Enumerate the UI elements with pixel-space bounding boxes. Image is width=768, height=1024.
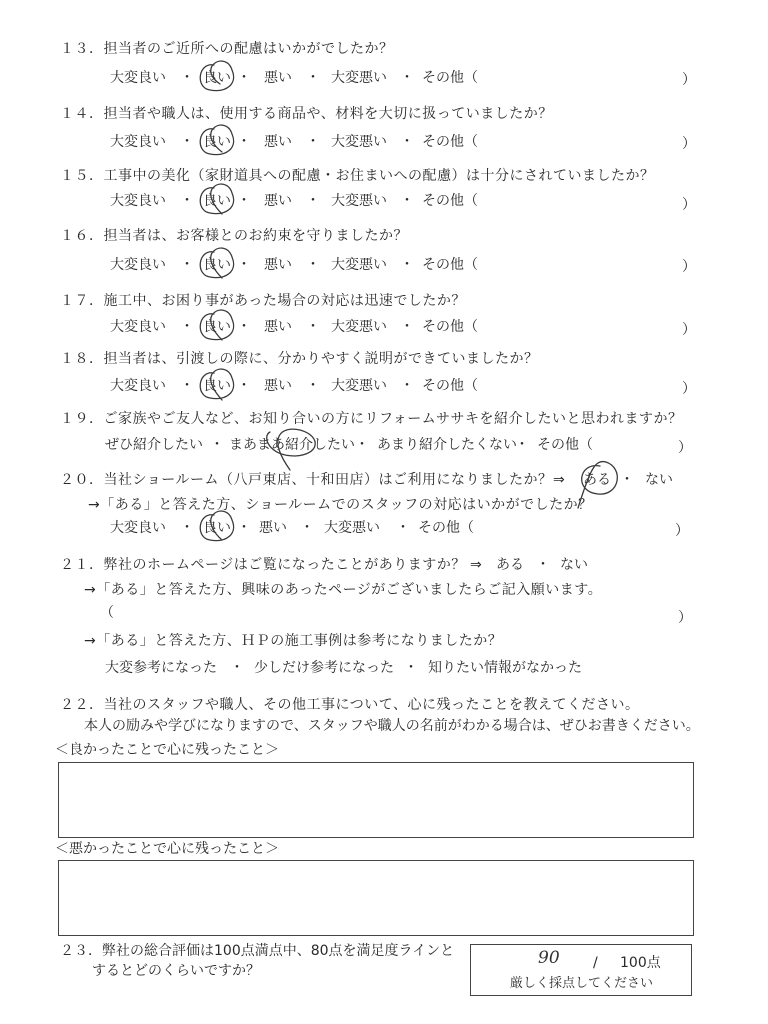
q18-opt-very-good[interactable]: 大変良い xyxy=(110,378,166,394)
q20-opt-yes[interactable]: ある xyxy=(583,472,611,488)
q19-sep: ・ xyxy=(515,437,529,453)
q17-opt-other[interactable]: その他（ xyxy=(422,319,478,335)
q14-close-paren: ） xyxy=(682,136,696,152)
q15-opt-other[interactable]: その他（ xyxy=(422,193,478,209)
q21-opt-no-info[interactable]: 知りたい情報がなかった xyxy=(428,660,582,676)
q15-sep: ・ xyxy=(400,193,414,209)
q20-followup: →「ある」と答えた方、ショールームでのスタッフの対応はいかがでしたか？ xyxy=(88,497,593,513)
q19-question: １９．ご家族やご友人など、お知り合いの方にリフォームササキを紹介したいと思われますか？ xyxy=(60,411,683,427)
q18-sep: ・ xyxy=(237,378,251,394)
q23-note: 厳しく採点してください xyxy=(510,976,654,991)
q21-opt-slightly-helpful[interactable]: 少しだけ参考になった xyxy=(254,660,394,676)
q13-opt-very-good[interactable]: 大変良い xyxy=(110,70,166,86)
q14-opt-very-good[interactable]: 大変良い xyxy=(110,134,166,150)
q14-question: １４．担当者や職人は、使用する商品や、材料を大切に扱っていましたか？ xyxy=(60,106,553,122)
q20-close-paren: ） xyxy=(675,523,689,539)
q18-opt-bad[interactable]: 悪い xyxy=(264,378,292,394)
q22-instruction: 本人の励みや学びになりますので、スタッフや職人の名前がわかる場合は、ぜひお書きください。 xyxy=(84,718,700,734)
q16-opt-good[interactable]: 良い xyxy=(203,257,231,273)
q17-sep: ・ xyxy=(180,319,194,335)
q14-opt-bad[interactable]: 悪い xyxy=(264,134,292,150)
q20-sep: ・ xyxy=(620,472,634,488)
q14-sep: ・ xyxy=(180,134,194,150)
q13-sep: ・ xyxy=(400,70,414,86)
q14-sep: ・ xyxy=(306,134,320,150)
q18-opt-very-bad[interactable]: 大変悪い xyxy=(331,378,387,394)
q19-opt-not-much[interactable]: あまり紹介したくない xyxy=(377,437,517,453)
q15-close-paren: ） xyxy=(682,197,696,213)
q18-close-paren: ） xyxy=(682,381,696,397)
q23-slash: / xyxy=(593,955,598,971)
q19-opt-somewhat[interactable]: まあまあ紹介したい xyxy=(229,437,355,453)
q21-open-paren: （ xyxy=(100,605,114,621)
q21-close-paren: ） xyxy=(678,610,692,626)
q15-opt-good[interactable]: 良い xyxy=(203,193,231,209)
q21-sep: ・ xyxy=(404,660,418,676)
q18-question: １８．担当者は、引渡しの際に、分かりやすく説明ができていましたか？ xyxy=(60,351,539,367)
q13-sep: ・ xyxy=(180,70,194,86)
q19-close-paren: ） xyxy=(678,440,692,456)
q20-sep: ・ xyxy=(180,520,194,536)
q13-close-paren: ） xyxy=(682,72,696,88)
q20-opt-very-good[interactable]: 大変良い xyxy=(110,520,166,536)
q13-question: １３．担当者のご近所への配慮はいかがでしたか？ xyxy=(60,41,394,57)
q22-good-textbox[interactable] xyxy=(58,762,694,838)
q16-sep: ・ xyxy=(306,257,320,273)
q16-opt-very-bad[interactable]: 大変悪い xyxy=(331,257,387,273)
q21-page-input[interactable] xyxy=(118,604,668,624)
q18-opt-other[interactable]: その他（ xyxy=(422,378,478,394)
q17-close-paren: ） xyxy=(682,322,696,338)
q15-sep: ・ xyxy=(306,193,320,209)
q17-sep: ・ xyxy=(400,319,414,335)
q13-opt-good[interactable]: 良い xyxy=(203,70,231,86)
q14-opt-very-bad[interactable]: 大変悪い xyxy=(331,134,387,150)
q23-question-line2: するとどのくらいですか？ xyxy=(92,963,260,979)
q16-opt-other[interactable]: その他（ xyxy=(422,257,478,273)
q17-opt-very-good[interactable]: 大変良い xyxy=(110,319,166,335)
q14-sep: ・ xyxy=(400,134,414,150)
q21-sep: ・ xyxy=(536,557,550,573)
q21-arrow: ⇒ xyxy=(470,557,482,573)
q17-question: １７．施工中、お困り事があった場合の対応は迅速でしたか？ xyxy=(60,293,466,309)
q19-opt-other[interactable]: その他（ xyxy=(537,437,593,453)
q20-opt-other[interactable]: その他（ xyxy=(418,520,474,536)
q20-sep: ・ xyxy=(396,520,410,536)
q13-opt-bad[interactable]: 悪い xyxy=(264,70,292,86)
q20-opt-good[interactable]: 良い xyxy=(203,520,231,536)
q22-bad-label: ＜悪かったことで心に残ったこと＞ xyxy=(55,841,279,857)
q23-handwritten-score: 90 xyxy=(538,948,560,968)
q16-question: １６．担当者は、お客様とのお約束を守りましたか？ xyxy=(60,228,408,244)
q23-max-score: 100点 xyxy=(620,955,661,971)
q19-sep: ・ xyxy=(355,437,369,453)
q21-opt-no[interactable]: ない xyxy=(560,557,588,573)
q20-opt-no[interactable]: ない xyxy=(645,472,673,488)
q17-opt-very-bad[interactable]: 大変悪い xyxy=(331,319,387,335)
q18-sep: ・ xyxy=(180,378,194,394)
q23-question-line1: ２３．弊社の総合評価は100点満点中、80点を満足度ラインと xyxy=(60,943,455,959)
q15-question: １５．工事中の美化（家財道具への配慮・お住まいへの配慮）は十分にされていましたか？ xyxy=(60,168,655,184)
q13-opt-very-bad[interactable]: 大変悪い xyxy=(331,70,387,86)
q14-opt-good[interactable]: 良い xyxy=(203,134,231,150)
q16-close-paren: ） xyxy=(682,259,696,275)
q20-opt-very-bad[interactable]: 大変悪い xyxy=(324,520,380,536)
q16-opt-very-good[interactable]: 大変良い xyxy=(110,257,166,273)
q18-sep: ・ xyxy=(306,378,320,394)
q20-sep: ・ xyxy=(300,520,314,536)
q13-sep: ・ xyxy=(237,70,251,86)
q15-sep: ・ xyxy=(180,193,194,209)
q15-opt-very-good[interactable]: 大変良い xyxy=(110,193,166,209)
q14-sep: ・ xyxy=(237,134,251,150)
q17-sep: ・ xyxy=(306,319,320,335)
q22-question: ２２．当社のスタッフや職人、その他工事について、心に残ったことを教えてください。 xyxy=(60,697,640,713)
q15-opt-bad[interactable]: 悪い xyxy=(264,193,292,209)
q16-sep: ・ xyxy=(180,257,194,273)
q21-opt-yes[interactable]: ある xyxy=(496,557,524,573)
q20-opt-bad[interactable]: 悪い xyxy=(259,520,287,536)
q14-opt-other[interactable]: その他（ xyxy=(422,134,478,150)
q20-question: ２０．当社ショールーム（八戸東店、十和田店）はご利用になりましたか？ xyxy=(60,472,553,488)
q22-bad-textbox[interactable] xyxy=(58,860,694,936)
q21-followup-2: →「ある」と答えた方、ＨＰの施工事例は参考になりましたか？ xyxy=(84,633,503,649)
q19-opt-definitely[interactable]: ぜひ紹介したい xyxy=(105,437,203,453)
q22-good-label: ＜良かったことで心に残ったこと＞ xyxy=(55,742,279,758)
q20-arrow: ⇒ xyxy=(553,472,565,488)
q16-sep: ・ xyxy=(400,257,414,273)
q16-opt-bad[interactable]: 悪い xyxy=(264,257,292,273)
q13-sep: ・ xyxy=(306,70,320,86)
q21-followup-1: →「ある」と答えた方、興味のあったページがございましたらご記入願います。 xyxy=(84,582,603,598)
q13-opt-other[interactable]: その他（ xyxy=(422,70,478,86)
q16-sep: ・ xyxy=(237,257,251,273)
q21-question: ２１．弊社のホームページはご覧になったことがありますか？ xyxy=(60,557,466,573)
q15-sep: ・ xyxy=(237,193,251,209)
q19-sep: ・ xyxy=(210,437,224,453)
q15-opt-very-bad[interactable]: 大変悪い xyxy=(331,193,387,209)
q20-sep: ・ xyxy=(237,520,251,536)
q18-opt-good[interactable]: 良い xyxy=(203,378,231,394)
q17-opt-bad[interactable]: 悪い xyxy=(264,319,292,335)
q21-sep: ・ xyxy=(230,660,244,676)
q21-opt-very-helpful[interactable]: 大変参考になった xyxy=(105,660,217,676)
q18-sep: ・ xyxy=(400,378,414,394)
q17-sep: ・ xyxy=(237,319,251,335)
q17-opt-good[interactable]: 良い xyxy=(203,319,231,335)
